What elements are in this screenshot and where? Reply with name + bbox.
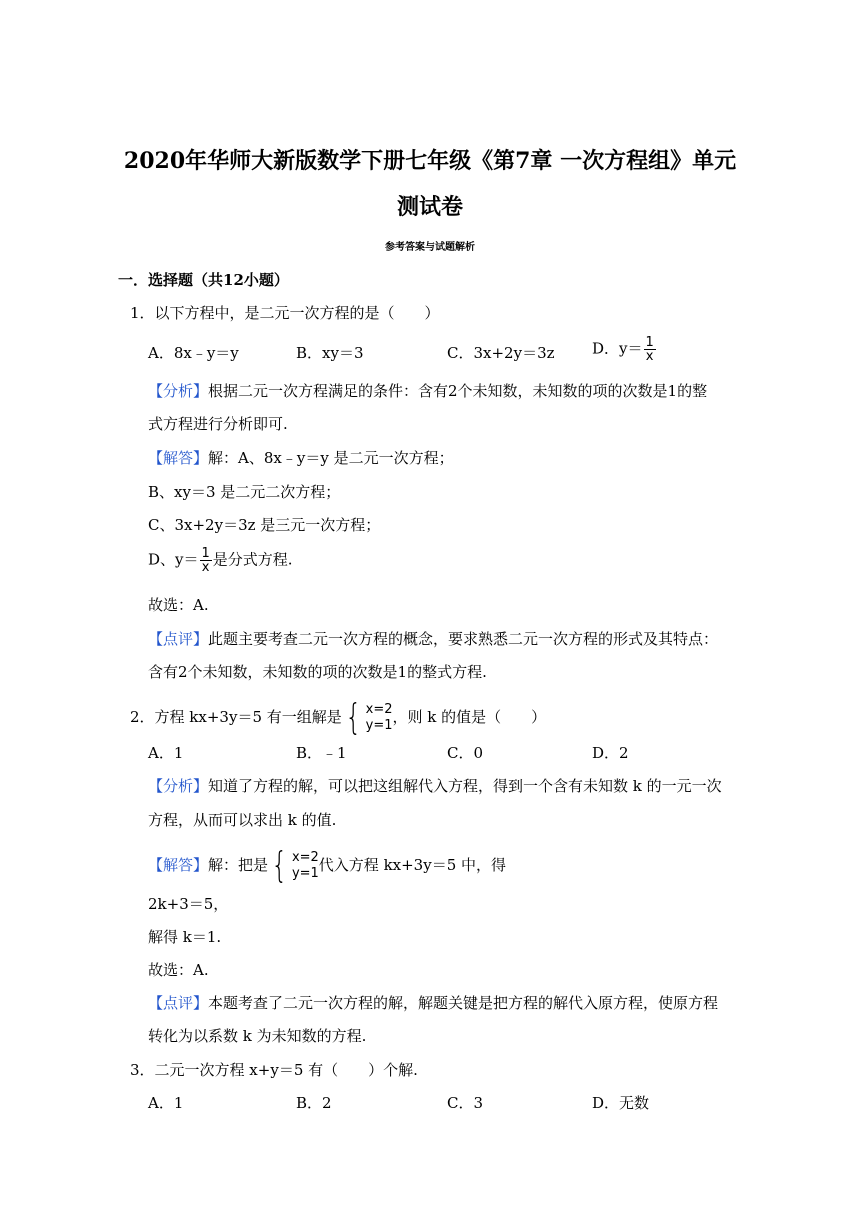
review-tag: 【点评】 [148,994,209,1012]
q1-option-d-label: D．y＝ [592,339,643,358]
document-title-line-1: 2020年华师大新版数学下册七年级《第7章 一次方程组》单元 [123,148,737,174]
analysis-text: 知道了方程的解，可以把这组解代入方程，得到一个含有未知数 k 的一元一次 [208,777,722,795]
fraction-denominator: x [201,560,210,575]
answer-tag: 【解答】 [148,449,209,467]
q1-option-d-fraction [644,336,656,363]
analysis-text: 根据二元一次方程满足的条件：含有2个未知数，未知数的项的次数是1的整 [208,382,708,400]
q2-equation-system [342,697,393,738]
q1-answer-line-4 [148,547,293,574]
q1-answer-line-2: B、xy＝3 是二元二次方程； [148,483,341,501]
q2-analysis-line-2: 方程，从而可以求出 k 的值. [148,811,337,829]
q2-answer-equation-system [268,845,319,886]
q2-stem-post: ，则 k 的值是（ ） [392,708,547,726]
system-row-1: x=2 [365,702,393,717]
q1-stem: 1．以下方程中，是二元一次方程的是（ ） [130,304,440,322]
q1-answer-line-1 [148,448,454,468]
q1-option-c: C．3x+2y＝3z [447,344,555,362]
q1-analysis-line-2: 式方程进行分析即可. [148,415,288,433]
answer-text: 解：A、8x﹣y＝y 是二元一次方程； [208,449,454,467]
q2-answer-line-1 [148,845,507,886]
document-title-line-2: 测试卷 [396,194,463,220]
q1-review-line-2: 含有2个未知数，未知数的项的次数是1的整式方程. [148,663,487,681]
q2-option-b: B．﹣1 [296,744,347,762]
q2-step-1: 2k+3＝5， [148,895,229,913]
q3-option-c: C．3 [447,1094,484,1112]
answer-tag: 【解答】 [148,856,209,874]
system-row-1: x=2 [291,850,319,865]
analysis-tag: 【分析】 [148,382,209,400]
q3-option-a: A．1 [148,1094,184,1112]
answer-d-post: 是分式方程. [212,550,293,569]
q1-option-b: B．xy＝3 [296,344,364,362]
fraction-numerator: 1 [645,335,654,350]
section-heading: 一．选择题（共12小题） [118,271,289,289]
q3-option-b: B．2 [296,1094,332,1112]
q1-review-line-1 [148,629,718,649]
document-subtitle: 参考答案与试题解析 [385,242,475,253]
analysis-tag: 【分析】 [148,777,209,795]
answer-post: 代入方程 kx+3y＝5 中，得 [318,856,507,874]
answer-d-pre: D、y＝ [148,550,199,569]
q2-option-c: C．0 [447,744,484,762]
q2-choice: 故选：A. [148,961,209,979]
q1-option-a: A．8x﹣y＝y [148,344,239,362]
system-row-2: y=1 [291,866,319,881]
q3-option-d: D．无数 [592,1094,650,1112]
brace-icon: { [271,845,288,886]
q2-review-line-2: 转化为以系数 k 为未知数的方程. [148,1027,367,1045]
brace-icon: { [345,697,362,738]
q1-choice: 故选：A. [148,596,209,614]
system-row-2: y=1 [365,718,393,733]
review-tag: 【点评】 [148,630,209,648]
q2-option-a: A．1 [148,744,184,762]
review-text: 此题主要考查二元一次方程的概念，要求熟悉二元一次方程的形式及其特点： [208,630,719,648]
q2-step-2: 解得 k＝1. [148,928,222,946]
q1-answer-line-3: C、3x+2y＝3z 是三元一次方程； [148,516,381,534]
q2-option-d: D．2 [592,744,629,762]
q2-review-line-1 [148,993,718,1013]
q2-analysis-line-1 [148,776,722,796]
fraction-numerator: 1 [201,546,210,561]
q3-stem: 3．二元一次方程 x+y＝5 有（ ）个解. [130,1061,418,1079]
q1-analysis-line-1 [148,381,707,401]
fraction-denominator: x [645,349,654,364]
q2-stem [130,697,547,738]
q1-answer-fraction [200,547,212,574]
answer-pre: 解：把是 [208,856,269,874]
review-text: 本题考查了二元一次方程的解，解题关键是把方程的解代入原方程，使原方程 [208,994,719,1012]
q2-stem-pre: 2．方程 kx+3y＝5 有一组解是 [130,708,342,726]
q1-option-d [592,336,657,363]
